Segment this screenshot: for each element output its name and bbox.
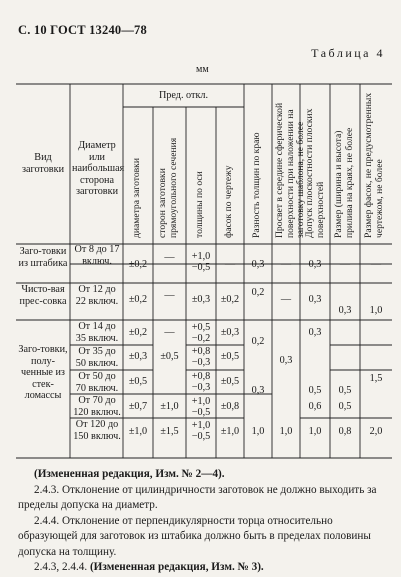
value-cell: 0,3 [308,259,322,270]
value-cell: +1,0 −0,5 [191,396,211,418]
value-cell: +0,8 −0,3 [191,346,211,368]
col-header-fask: Размер фасок, не предусмотренных чертежом, не более [363,92,385,238]
value-cell: — [164,252,175,263]
value-cell: ±0,8 [220,401,240,412]
value-cell: ±1,5 [160,426,179,437]
value-cell: ±0,3 [220,327,240,338]
value-cell: 0,3 [308,327,322,338]
note-amendment-text: (Измененная редакция, Изм. № 3). [89,561,264,573]
size-cell: От 120 до 150 включ. [73,419,121,442]
col-header-prosvet: Просвет в середине сферической поверхности при наложении на заготовку шаблона, не более [274,102,306,238]
value-cell: — [280,294,292,305]
value-cell: +0,5 −0,2 [191,322,211,344]
size-cell: От 50 до 70 включ. [75,371,119,394]
col-header-d3: толщины по оси [194,171,205,238]
units-label: мм [196,64,209,75]
value-cell: ±0,5 [160,351,179,362]
col-header-d4: фасок по чертежу [223,165,234,238]
note-2-4-3: 2.4.3. Отклонение от цилиндричности заготовок не должно выходить за пределы допуска на диаметр. [18,483,377,511]
value-cell: ±0,2 [128,259,148,270]
value-cell: 0,6 [308,401,322,412]
col-header-dopusk: Допуск плоскостности плоских поверхностей [304,108,326,238]
value-cell: — [164,327,175,338]
value-cell: 0,5 [338,385,352,396]
value-cell: — [224,259,236,270]
value-cell: — [370,259,382,270]
table-title: Таблица 4 [311,46,385,60]
value-cell: — [164,290,175,301]
value-cell: 0,5 [338,401,352,412]
note-ref: 2.4.3, 2.4.4. [34,561,90,573]
col-header-d2: сторон заготовки прямоугольного сечения [157,137,179,238]
value-cell: 0,8 [338,426,352,437]
value-cell: 0,3 [251,259,265,270]
value-cell: 2,0 [369,426,383,437]
size-cell: От 12 до 22 включ. [75,284,119,307]
value-cell: ±0,5 [128,376,148,387]
size-cell: От 8 до 17 включ. [74,244,120,267]
value-cell: 1,5 [369,373,383,384]
value-cell: ±1,0 [128,426,148,437]
value-cell: 0,2 [251,336,265,347]
value-cell: ±0,2 [128,327,148,338]
value-cell: ±0,3 [128,351,148,362]
page-header: С. 10 ГОСТ 13240—78 [18,23,147,37]
value-cell: 0,5 [308,385,322,396]
col-header-d1: диаметра заготовки [131,158,142,238]
value-cell: 1,0 [279,426,293,437]
value-cell: 1,0 [369,305,383,316]
size-cell: От 35 до 50 включ. [75,346,119,369]
value-cell: ±0,5 [220,376,240,387]
value-cell: 0,3 [251,385,265,396]
value-cell: +1,0 −0,5 [191,251,211,273]
col-header-razmer: Размер (ширина и высота) прилива на краях, не более [333,127,355,238]
value-cell: ±0,3 [191,294,211,305]
size-cell: От 14 до 35 включ. [75,321,119,344]
value-cell: — [339,259,351,270]
note-amendment-2 [18,560,390,576]
value-cell: 1,0 [308,426,322,437]
value-cell: ±0,5 [220,351,240,362]
value-cell: 0,3 [338,305,352,316]
value-cell: +1,0 −0,5 [191,420,211,442]
value-cell: ±1,0 [220,426,240,437]
group-steklomassa: Заго-товки, полу-ченные из стек-ломассы [18,344,68,401]
group-shtabik: Заго-товки из штабика [18,246,68,269]
notes-block [18,467,390,576]
value-cell: — [280,259,292,270]
col-header-pred: Пред. откл. [158,90,209,101]
value-cell: 0,3 [279,355,293,366]
note-amendment-1: (Измененная редакция, Изм. № 2—4). [34,468,225,480]
value-cell: 1,0 [251,426,265,437]
col-header-vid: Вид заготовки [21,152,65,175]
note-2-4-4: 2.4.4. Отклонение от перпендикулярности торца относительно образующей для заготовок из штабика должно быть в пределах половины допуска на толщину. [18,514,371,558]
group-pressovka: Чисто-вая прес-совка [19,284,67,307]
value-cell: 0,3 [308,294,322,305]
col-header-raz: Разность толщин по краю [251,132,262,238]
value-cell: 0,2 [251,287,265,298]
value-cell: ±0,2 [128,294,148,305]
size-cell: От 70 до 120 включ. [73,395,121,418]
value-cell: +0,8 −0,3 [191,371,211,393]
value-cell: ±0,7 [128,401,148,412]
value-cell: ±0,2 [220,294,240,305]
col-header-diam: Диаметр или наибольшая сторона заготовки [72,140,125,197]
value-cell: ±1,0 [160,401,179,412]
